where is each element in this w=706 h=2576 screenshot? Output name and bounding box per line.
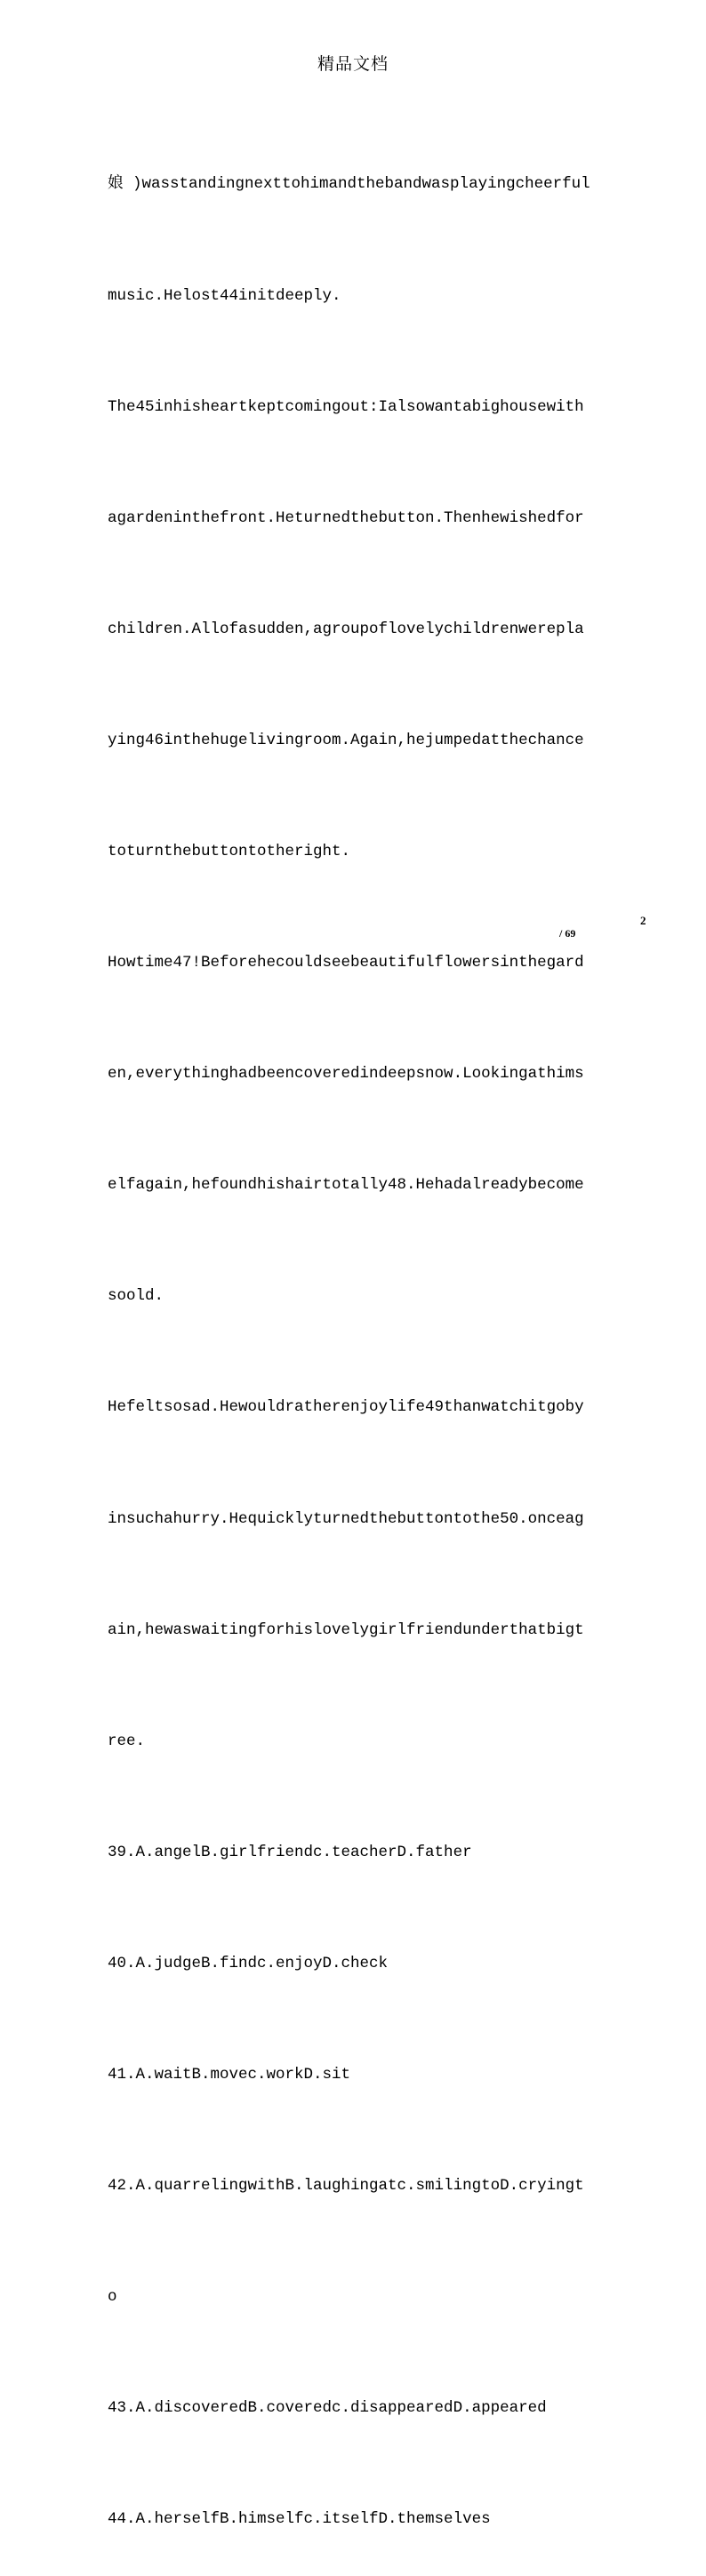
text-line: agardeninthefront.Heturnedthebutton.Thenhewishedfor <box>108 508 584 527</box>
option-line-40: 40.A.judgeB.findc.enjoyD.check <box>108 1954 389 1972</box>
option-line-44: 44.A.herselfB.himselfc.itselfD.themselves <box>108 2510 491 2529</box>
text-line: 娘 )wasstandingnexttohimandthebandwasplayingcheerful <box>108 175 590 194</box>
text-line: insuchahurry.Hequicklyturnedthebuttontothe50.onceag <box>108 1509 584 1528</box>
page-total: / 69 <box>559 927 576 940</box>
text-line: toturnthebuttontotheright. <box>108 842 351 860</box>
text-line: soold. <box>108 1287 164 1306</box>
page-number: 2 <box>640 914 646 927</box>
text-line: The45inhisheartkeptcomingout:Ialsowantabighousewith <box>108 397 584 416</box>
option-line-42-cont: o <box>108 2288 117 2307</box>
text-line: en,everythinghadbeencoveredindeepsnow.Lookingathims <box>108 1065 584 1084</box>
document-body <box>108 92 606 2576</box>
text-line: ying46inthehugelivingroom.Again,hejumpedatthechance <box>108 731 584 749</box>
option-line-39: 39.A.angelB.girlfriendc.teacherD.father <box>108 1843 472 1861</box>
text-line: elfagain,hefoundhishairtotally48.Hehadalreadybecome <box>108 1176 584 1195</box>
page-header-title: 精品文档 <box>317 54 389 74</box>
option-line-43: 43.A.discoveredB.coveredc.disappearedD.appeared <box>108 2399 547 2418</box>
text-line: ain,hewaswaitingforhislovelygirlfriendunderthatbigt <box>108 1620 584 1639</box>
option-line-42: 42.A.quarrelingwithB.laughingatc.smilingtoD.cryingt <box>108 2177 584 2196</box>
text-line: Hefeltsosad.Hewouldratherenjoylife49thanwatchitgoby <box>108 1398 584 1417</box>
text-line: music.Helost44initdeeply. <box>108 286 341 305</box>
text-line: children.Allofasudden,agroupoflovelychildrenwerepla <box>108 620 584 638</box>
text-line: ree. <box>108 1732 146 1750</box>
text-line: Howtime47!Beforehecouldseebeautifulflowersinthegard <box>108 954 584 972</box>
option-line-41: 41.A.waitB.movec.workD.sit <box>108 2066 351 2084</box>
